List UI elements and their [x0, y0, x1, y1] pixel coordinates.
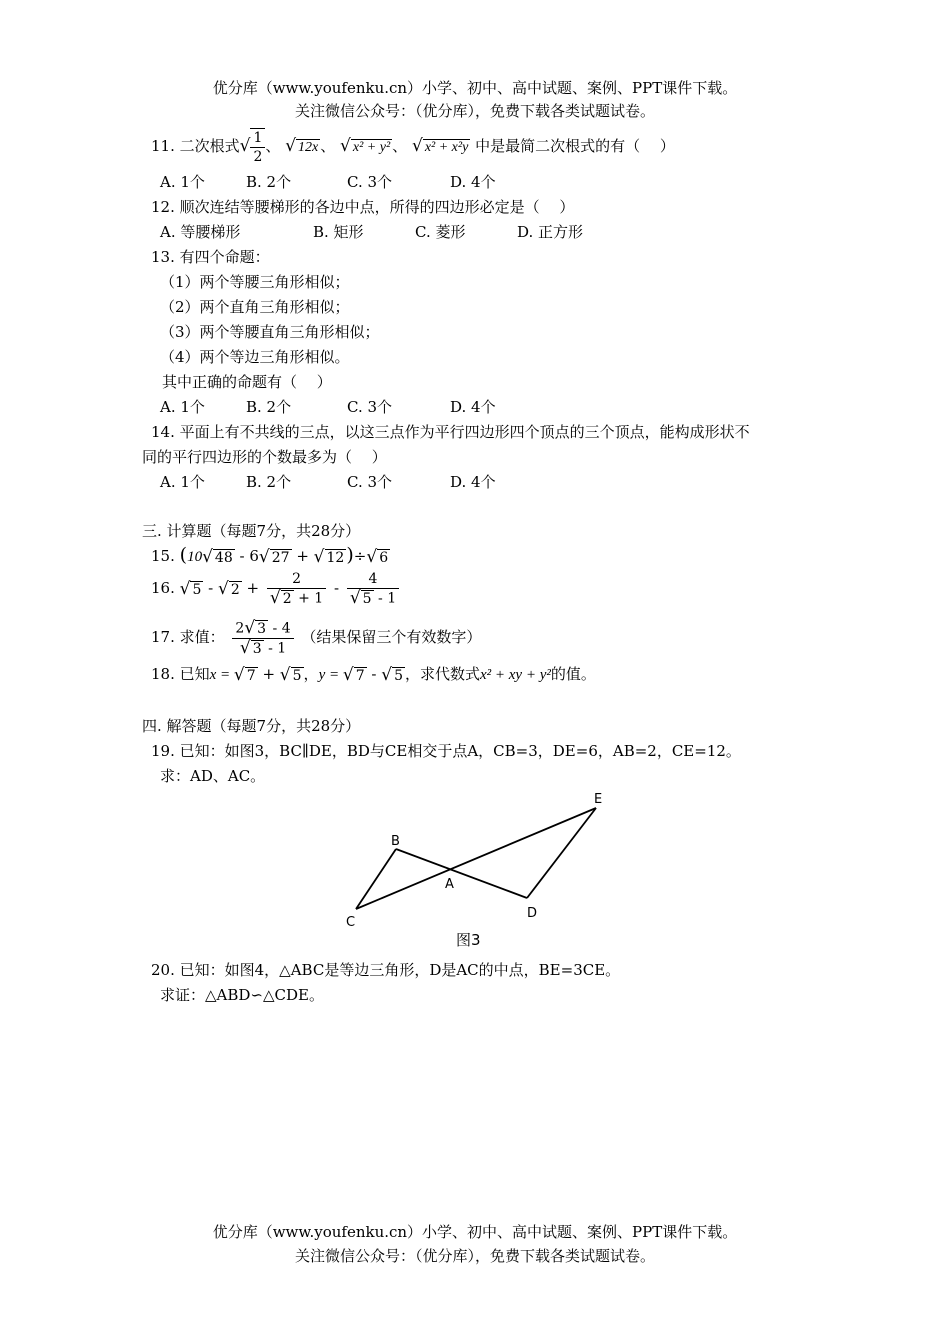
q14-option-a: A. 1个: [160, 473, 205, 491]
q11-prefix: 11. 二次根式: [151, 137, 240, 155]
q11-option-d: D. 4个: [450, 173, 496, 191]
question-19-line-2: 求：AD、AC。: [160, 767, 266, 785]
q14-option-b: B. 2个: [246, 473, 292, 491]
q11-radical-2: √ 12x: [285, 136, 319, 156]
label-d: D: [527, 906, 538, 921]
question-16: 16. √ 5 - √ 2 + $\frac{2}{√ 2 + 1}$ - $\frac{4}{√ 5 - 1}$: [151, 566, 402, 612]
q12-option-c: C. 菱形: [415, 223, 466, 241]
header-line-1: 优分库（www.youfenku.cn）小学、初中、高中试题、案例、PPT课件下载。: [212, 79, 738, 97]
label-a: A: [445, 877, 454, 892]
segment-de: [527, 808, 596, 898]
question-17: 17. 求值： $\frac{2√ 3 - 4}{√ 3 - 1}$ （结果保留三个有效数字）: [151, 617, 482, 658]
q11-radical-3: √ x² + y²: [340, 136, 391, 156]
q17-fraction: $\frac{2√ 3 - 4}{√ 3 - 1}$: [232, 619, 293, 658]
q11-option-a: A. 1个: [160, 173, 205, 191]
question-20-line-1: 20. 已知：如图4，△ABC是等边三角形，D是AC的中点，BE=3CE。: [151, 961, 621, 979]
figure-3-caption: 图3: [456, 931, 481, 949]
question-14-line-2: 同的平行四边形的个数最多为（ ）: [142, 448, 387, 466]
q11-suffix: 中是最简二次根式的有（ ）: [475, 137, 675, 155]
q12-option-d: D. 正方形: [517, 223, 584, 241]
label-e: E: [594, 792, 603, 807]
q13-item-3: （3）两个等腰直角三角形相似；: [160, 323, 380, 341]
segment-bd: [396, 849, 527, 898]
section-4-title: 四. 解答题（每题7分，共28分）: [142, 717, 361, 735]
q13-ask: 其中正确的命题有（ ）: [162, 373, 332, 391]
q13-item-2: （2）两个直角三角形相似；: [160, 298, 350, 316]
question-15: 15. (10√ 48 - 6√ 27 + √ 12 )÷√ 6: [151, 544, 389, 567]
question-12: 12. 顺次连结等腰梯形的各边中点，所得的四边形必定是（ ）: [151, 198, 575, 216]
q11-radical-half: √ $\frac{1}{2}$: [240, 128, 266, 166]
footer-line-2: 关注微信公众号：（优分库），免费下载各类试题试卷。: [294, 1247, 655, 1265]
q11-option-c: C. 3个: [347, 173, 393, 191]
q16-fraction-1: $\frac{2}{√ 2 + 1}$: [267, 570, 326, 608]
q16-fraction-2: $\frac{4}{√ 5 - 1}$: [347, 570, 399, 608]
question-11: 11. 二次根式√ $\frac{1}{2}$ 、 √ 12x 、 √ x² + y² 、 √ x² + x²y 中是最简二次根式的有（ ）: [151, 130, 675, 165]
question-19-line-1: 19. 已知：如图3，BC∥DE，BD与CE相交于点A，CB=3，DE=6，AB=2，CE=12。: [151, 742, 741, 760]
question-20-line-2: 求证：△ABD∽△CDE。: [160, 986, 324, 1004]
label-b: B: [391, 834, 400, 849]
figure-3: [340, 785, 620, 955]
q14-option-c: C. 3个: [347, 473, 393, 491]
question-13: 13. 有四个命题：: [151, 248, 270, 266]
q12-option-b: B. 矩形: [313, 223, 364, 241]
q13-item-1: （1）两个等腰三角形相似；: [160, 273, 350, 291]
question-18: 18. 已知x = √ 7 + √ 5 ，y = √ 7 - √ 5 ，求代数式x² + xy + y²的值。: [151, 664, 596, 685]
label-c: C: [346, 915, 356, 930]
q11-option-b: B. 2个: [246, 173, 292, 191]
q13-option-d: D. 4个: [450, 398, 496, 416]
q13-option-b: B. 2个: [246, 398, 292, 416]
segment-ce: [356, 808, 596, 909]
q14-option-d: D. 4个: [450, 473, 496, 491]
header-line-2: 关注微信公众号：（优分库），免费下载各类试题试卷。: [294, 102, 655, 120]
q11-radical-4: √ x² + x²y: [411, 136, 469, 156]
question-14-line-1: 14. 平面上有不共线的三点，以这三点作为平行四边形四个顶点的三个顶点，能构成形状不: [151, 423, 750, 441]
section-3-title: 三. 计算题（每题7分，共28分）: [142, 522, 361, 540]
q13-option-a: A. 1个: [160, 398, 205, 416]
q13-option-c: C. 3个: [347, 398, 393, 416]
q12-option-a: A. 等腰梯形: [160, 223, 241, 241]
q13-item-4: （4）两个等边三角形相似。: [160, 348, 350, 366]
footer-line-1: 优分库（www.youfenku.cn）小学、初中、高中试题、案例、PPT课件下载。: [212, 1223, 738, 1241]
